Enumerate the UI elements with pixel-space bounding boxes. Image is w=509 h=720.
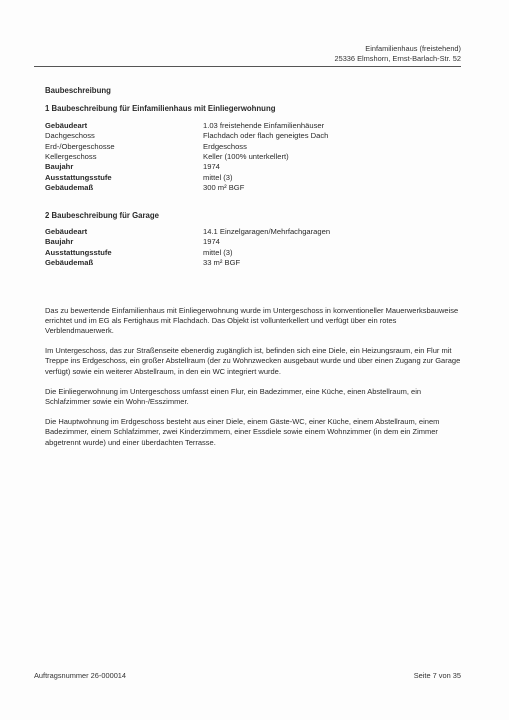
row-label: Gebäudeart xyxy=(45,120,88,130)
row-label: Ausstattungsstufe xyxy=(45,247,112,257)
page-header xyxy=(334,44,461,63)
row-value: 33 m² BGF xyxy=(203,258,241,268)
table-row xyxy=(45,152,463,162)
description-paragraph: Das zu bewertende Einfamilienhaus mit Einliegerwohnung wurde im Untergeschoss in konventioneller Mauerwerksbauweise errichtet und im EG als Fertighaus mit Flachdach. Das Objekt ist vollunterkellert und verfügt über ein rotes Verblendmauerwerk. xyxy=(45,305,459,335)
row-label: Dachgeschoss xyxy=(45,131,95,141)
row-label: Baujahr xyxy=(45,237,74,247)
row-label: Erd-/Obergeschosse xyxy=(45,141,115,151)
row-value: 1.03 freistehende Einfamilienhäuser xyxy=(203,120,325,130)
document-title: Baubeschreibung xyxy=(45,86,111,95)
header-divider xyxy=(34,66,461,67)
row-value: 300 m² BGF xyxy=(203,183,245,193)
table-row xyxy=(45,183,463,193)
table-row xyxy=(45,162,463,172)
row-value: 1974 xyxy=(203,162,220,172)
section-2-title: 2 Baubeschreibung für Garage xyxy=(45,210,159,220)
section-2-table xyxy=(45,227,463,269)
table-row xyxy=(45,121,463,131)
header-property-type: Einfamilienhaus (freistehend) xyxy=(365,44,461,53)
page-footer xyxy=(34,671,461,680)
row-value: mittel (3) xyxy=(203,172,233,182)
page-number: Seite 7 von 35 xyxy=(413,671,461,680)
row-value: Flachdach oder flach geneigtes Dach xyxy=(203,131,329,141)
order-number: Auftragsnummer 26-000014 xyxy=(34,671,127,680)
description-paragraph: Im Untergeschoss, das zur Straßenseite ebenerdig zugänglich ist, befinden sich eine Diele, ein Heizungsraum, ein Flur mit Treppe ins Erdgeschoss, ein großer Abstellraum (der zu Wohnzwecken ausgebaut wurde und über einen Zugang zur Garage verfügt) sowie ein weiterer Abstellraum, in den ein WC integriert wurde. xyxy=(45,346,461,376)
table-row xyxy=(45,173,463,183)
row-label: Kellergeschoss xyxy=(45,151,97,161)
header-address: 25336 Elmshorn, Ernst-Barlach-Str. 52 xyxy=(334,53,461,63)
table-row xyxy=(45,131,463,141)
section-1-title: 1 Baubeschreibung für Einfamilienhaus mit Einliegerwohnung xyxy=(45,104,276,114)
row-label: Baujahr xyxy=(45,162,74,172)
table-row xyxy=(45,237,463,247)
table-row xyxy=(45,258,463,268)
row-value: Erdgeschoss xyxy=(203,141,247,151)
row-label: Gebäudemaß xyxy=(45,183,94,193)
table-row xyxy=(45,227,463,237)
row-label: Gebäudemaß xyxy=(45,258,94,268)
row-value: 14.1 Einzelgaragen/Mehrfachgaragen xyxy=(203,226,331,236)
row-value: Keller (100% unterkellert) xyxy=(203,151,289,161)
row-value: 1974 xyxy=(203,237,220,247)
document-body xyxy=(45,86,463,458)
row-value: mittel (3) xyxy=(203,247,233,257)
row-label: Ausstattungsstufe xyxy=(45,172,112,182)
description-paragraph: Die Hauptwohnung im Erdgeschoss besteht aus einer Diele, einem Gäste-WC, einer Küche, einem Abstellraum, einem Badezimmer, einem Schlafzimmer, zwei Kinderzimmern, einer Essdiele sowie einem Wohnzimmer (in dem ein Zimmer abgetrennt wurde) und einer überdachten Terrasse. xyxy=(45,417,440,447)
section-1-table xyxy=(45,121,463,194)
description-paragraph: Die Einliegerwohnung im Untergeschoss umfasst einen Flur, ein Badezimmer, eine Küche, einen Abstellraum, ein Schlafzimmer sowie ein Wohn-/Esszimmer. xyxy=(45,386,422,406)
table-row xyxy=(45,142,463,152)
table-row xyxy=(45,248,463,258)
row-label: Gebäudeart xyxy=(45,226,88,236)
